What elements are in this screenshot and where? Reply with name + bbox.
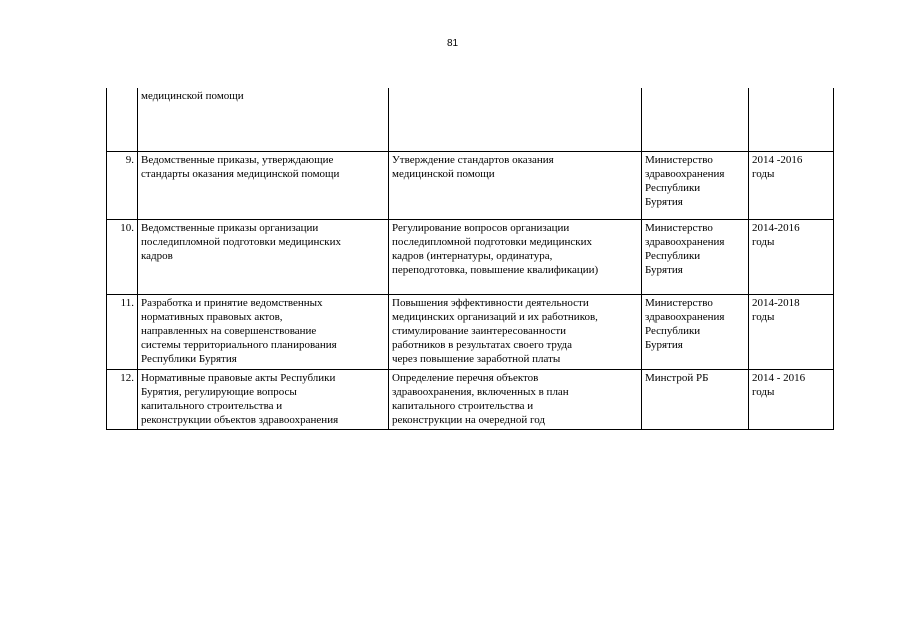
- table-row: [107, 369, 834, 429]
- cell-number: 11.: [107, 294, 138, 369]
- cell-period: 2014-2016 годы: [749, 219, 834, 294]
- cell-document: Ведомственные приказы организации последипломной подготовки медицинских кадров: [138, 219, 389, 294]
- cell-responsible: [642, 88, 749, 151]
- cell-document: Разработка и принятие ведомственных нормативных правовых актов, направленных на совершенствование системы территориального планирования Республики Бурятия: [138, 294, 389, 369]
- cell-goal: Определение перечня объектов здравоохранения, включенных в план капитального строительства и реконструкции на очередной год: [389, 369, 642, 429]
- table-row-continuation: [107, 88, 834, 151]
- cell-responsible: Министерство здравоохранения Республики Бурятия: [642, 219, 749, 294]
- cell-period: [749, 88, 834, 151]
- cell-period: 2014-2018 годы: [749, 294, 834, 369]
- table-row: [107, 151, 834, 219]
- cell-period: 2014 - 2016 годы: [749, 369, 834, 429]
- cell-document: медицинской помощи: [138, 88, 389, 151]
- cell-number: 10.: [107, 219, 138, 294]
- page-number: 81: [446, 38, 459, 49]
- cell-goal: [389, 88, 642, 151]
- cell-document: Ведомственные приказы, утверждающие стандарты оказания медицинской помощи: [138, 151, 389, 219]
- cell-responsible: Министерство здравоохранения Республики Бурятия: [642, 294, 749, 369]
- cell-number: 9.: [107, 151, 138, 219]
- cell-goal: Регулирование вопросов организации последипломной подготовки медицинских кадров (интернатуры, ординатура, переподготовка, повышение квалификации): [389, 219, 642, 294]
- table-row: [107, 294, 834, 369]
- cell-responsible: Минстрой РБ: [642, 369, 749, 429]
- measures-table: [106, 88, 834, 430]
- cell-goal: Утверждение стандартов оказания медицинской помощи: [389, 151, 642, 219]
- cell-number: 12.: [107, 369, 138, 429]
- cell-period: 2014 -2016 годы: [749, 151, 834, 219]
- cell-goal: Повышения эффективности деятельности медицинских организаций и их работников, стимулирование заинтересованности работников в результатах своего труда через повышение заработной платы: [389, 294, 642, 369]
- cell-document: Нормативные правовые акты Республики Бурятия, регулирующие вопросы капитального строительства и реконструкции объектов здравоохранения: [138, 369, 389, 429]
- table-row: [107, 219, 834, 294]
- cell-responsible: Министерство здравоохранения Республики Бурятия: [642, 151, 749, 219]
- cell-number: [107, 88, 138, 151]
